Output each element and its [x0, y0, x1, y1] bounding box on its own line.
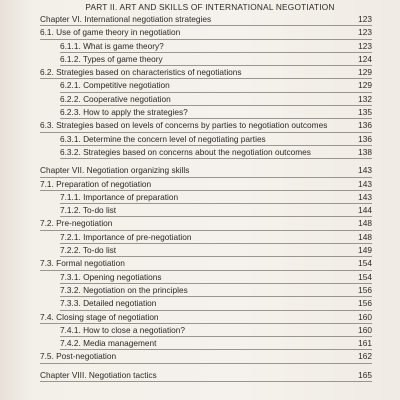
toc-section-row — [40, 350, 372, 363]
toc-entry-label: 7.4.2. Media management — [60, 338, 157, 349]
toc-page-number: 138 — [358, 146, 372, 157]
toc-page-number: 132 — [358, 93, 372, 104]
toc-page-number: 143 — [358, 165, 372, 176]
toc-page-number: 143 — [358, 178, 372, 189]
toc-entry-label: 7.2.2. To-do list — [60, 245, 117, 256]
toc-subsection-row — [40, 191, 372, 204]
toc-entry-label: 7.3.2. Negotiation on the principles — [60, 284, 188, 295]
toc-chapter-row — [40, 369, 372, 382]
toc-entry-label: Chapter VI. International negotiation strategies — [40, 14, 212, 24]
toc-page-number: 148 — [358, 218, 372, 229]
toc-page-number: 165 — [358, 369, 372, 380]
toc-entry-label: 7.2.1. Importance of pre-negotiation — [60, 231, 192, 242]
toc-subsection-row — [40, 297, 372, 310]
toc-subsection-row — [40, 337, 372, 350]
toc-entry-label: 7.2. Pre-negotiation — [40, 218, 113, 229]
toc-page-number: 123 — [358, 27, 372, 38]
toc-page-number: 123 — [358, 40, 372, 51]
toc-subsection-row — [40, 231, 372, 244]
toc-section-row — [40, 311, 372, 324]
toc-entry-label: 7.5. Post-negotiation — [40, 351, 117, 362]
toc-page-number: 136 — [358, 133, 372, 144]
toc-entry-label: 6.2. Strategies based on characteristics of negotiations — [40, 67, 242, 78]
toc-subsection-row — [40, 79, 372, 92]
toc-subsection-row — [40, 93, 372, 106]
toc-section-row — [40, 26, 372, 39]
toc-page-number: 156 — [358, 298, 372, 309]
toc-page-number: 161 — [358, 338, 372, 349]
toc-section-row — [40, 257, 372, 270]
toc-subsection-row — [40, 40, 372, 53]
toc-section-row — [40, 178, 372, 191]
toc-section-row — [40, 217, 372, 230]
toc-section-row — [40, 119, 372, 132]
toc-page-number: 135 — [358, 107, 372, 118]
toc-page-number: 129 — [358, 67, 372, 78]
toc-entry-label: 6.2.1. Competitive negotiation — [60, 80, 170, 91]
toc-subsection-row — [40, 284, 372, 297]
toc-subsection-row — [40, 204, 372, 217]
toc-subsection-row — [40, 106, 372, 119]
toc-entry-label: 6.2.3. How to apply the strategies? — [60, 107, 188, 118]
toc-subsection-row — [40, 324, 372, 337]
toc-page-number: 136 — [358, 120, 372, 131]
toc-section-row — [40, 66, 372, 79]
toc-entry-label: 7.1.1. Importance of preparation — [60, 191, 179, 202]
toc-page-number: 162 — [358, 351, 372, 362]
toc-entry-label: 6.3.1. Determine the concern level of negotiating parties — [60, 133, 266, 144]
toc-chapter-row — [40, 164, 372, 177]
toc-entry-label: 7.4. Closing stage of negotiation — [40, 311, 159, 322]
toc-entry-label: 7.1.2. To-do list — [60, 205, 117, 216]
toc-subsection-row — [40, 244, 372, 257]
toc-entry-label: 7.3. Formal negotiation — [40, 258, 125, 269]
toc-entry-label: 7.3.1. Opening negotiations — [60, 271, 162, 282]
toc-entry-label: 7.3.3. Detailed negotiation — [60, 298, 157, 309]
toc-entry-label: Chapter VII. Negotiation organizing skills — [40, 165, 190, 176]
toc-page-number: 149 — [358, 245, 372, 256]
toc-entry-label: 7.4.1. How to close a negotiation? — [60, 324, 185, 335]
toc-page-number: 154 — [358, 258, 372, 269]
toc-entry-label: 6.1. Use of game theory in negotiation — [40, 27, 181, 38]
part-title: PART II. ART AND SKILLS OF INTERNATIONAL NEGOTIATION — [85, 2, 335, 12]
toc-page-number: 160 — [358, 324, 372, 335]
toc-page-number: 154 — [358, 271, 372, 282]
toc-page-number: 160 — [358, 311, 372, 322]
toc-subsection-row — [40, 271, 372, 284]
toc-page-number: 148 — [358, 231, 372, 242]
toc-page-number: 143 — [358, 191, 372, 202]
toc-entry-label: Chapter VIII. Negotiation tactics — [40, 369, 157, 380]
toc-page-number: 156 — [358, 284, 372, 295]
toc-entry-label: 6.3. Strategies based on levels of concerns by parties to negotiation outcomes — [40, 120, 328, 131]
toc-chapter-row — [40, 13, 372, 26]
toc-entry-label: 6.1.2. Types of game theory — [60, 53, 163, 64]
table-of-contents — [40, 13, 372, 382]
toc-entry-label: 6.3.2. Strategies based on concerns about the negotiation outcomes — [60, 146, 311, 157]
toc-subsection-row — [40, 133, 372, 146]
toc-entry-label: 6.1.1. What is game theory? — [60, 40, 164, 51]
toc-subsection-row — [40, 53, 372, 66]
toc-page-number: 124 — [358, 53, 372, 64]
toc-subsection-row — [40, 146, 372, 159]
toc-entry-label: 6.2.2. Cooperative negotiation — [60, 93, 171, 104]
toc-page-number: 129 — [358, 80, 372, 91]
toc-page-number: 123 — [358, 14, 372, 24]
toc-page-number: 144 — [358, 205, 372, 216]
toc-entry-label: 7.1. Preparation of negotiation — [40, 178, 152, 189]
